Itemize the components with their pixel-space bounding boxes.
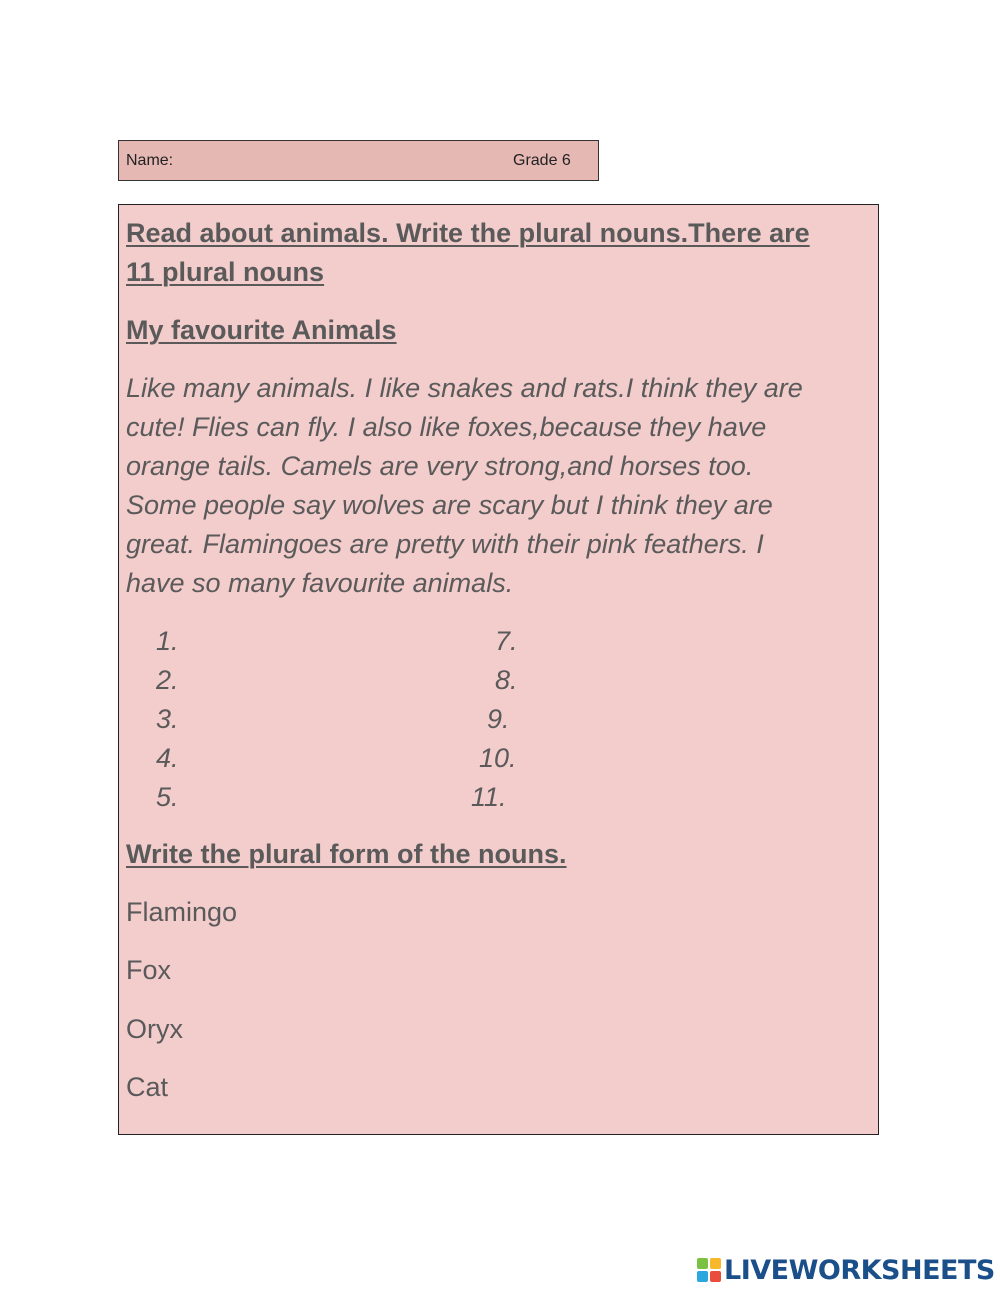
- story-line: great. Flamingoes are pretty with their pink feathers. I: [126, 529, 764, 559]
- name-label: Name:: [126, 152, 174, 169]
- instruction-line-2: 11 plural nouns: [126, 257, 325, 287]
- answer-number: 9.: [487, 704, 510, 734]
- logo-square: [697, 1271, 708, 1282]
- noun-item: Oryx: [126, 1014, 183, 1044]
- story-line: Some people say wolves are scary but I think they are: [126, 490, 773, 520]
- answer-number: 8.: [495, 665, 518, 695]
- story-line: Like many animals. I like snakes and rats.I think they are: [126, 373, 803, 403]
- answer-number: 2.: [156, 665, 179, 695]
- liveworksheets-brand: [697, 1255, 995, 1285]
- story-title: My favourite Animals: [126, 315, 397, 345]
- story-line: have so many favourite animals.: [126, 568, 514, 598]
- noun-item: Flamingo: [126, 897, 238, 927]
- answer-number: 10.: [479, 743, 517, 773]
- story-line: orange tails. Camels are very strong,and horses too.: [126, 451, 754, 481]
- answer-number: 7.: [495, 626, 518, 656]
- answer-number: 3.: [156, 704, 179, 734]
- liveworksheets-logo-icon: [697, 1258, 721, 1282]
- answer-number: 11.: [471, 782, 507, 812]
- story-line: cute! Flies can fly. I also like foxes,because they have: [126, 412, 767, 442]
- logo-square: [697, 1258, 708, 1269]
- exercise2-title: Write the plural form of the nouns.: [126, 839, 567, 869]
- instruction-line-1: Read about animals. Write the plural nouns.There are: [126, 218, 810, 248]
- answer-number: 4.: [156, 743, 179, 773]
- grade-label: Grade 6: [513, 152, 571, 169]
- logo-square: [710, 1258, 721, 1269]
- noun-item: Fox: [126, 955, 172, 985]
- student-info-box: [118, 140, 599, 181]
- noun-item: Cat: [126, 1072, 169, 1102]
- answer-number: 5.: [156, 782, 179, 812]
- brand-wordmark: LIVEWORKSHEETS: [724, 1254, 995, 1286]
- worksheet-box: [118, 204, 879, 1135]
- logo-square: [710, 1271, 721, 1282]
- answer-number: 1.: [156, 626, 179, 656]
